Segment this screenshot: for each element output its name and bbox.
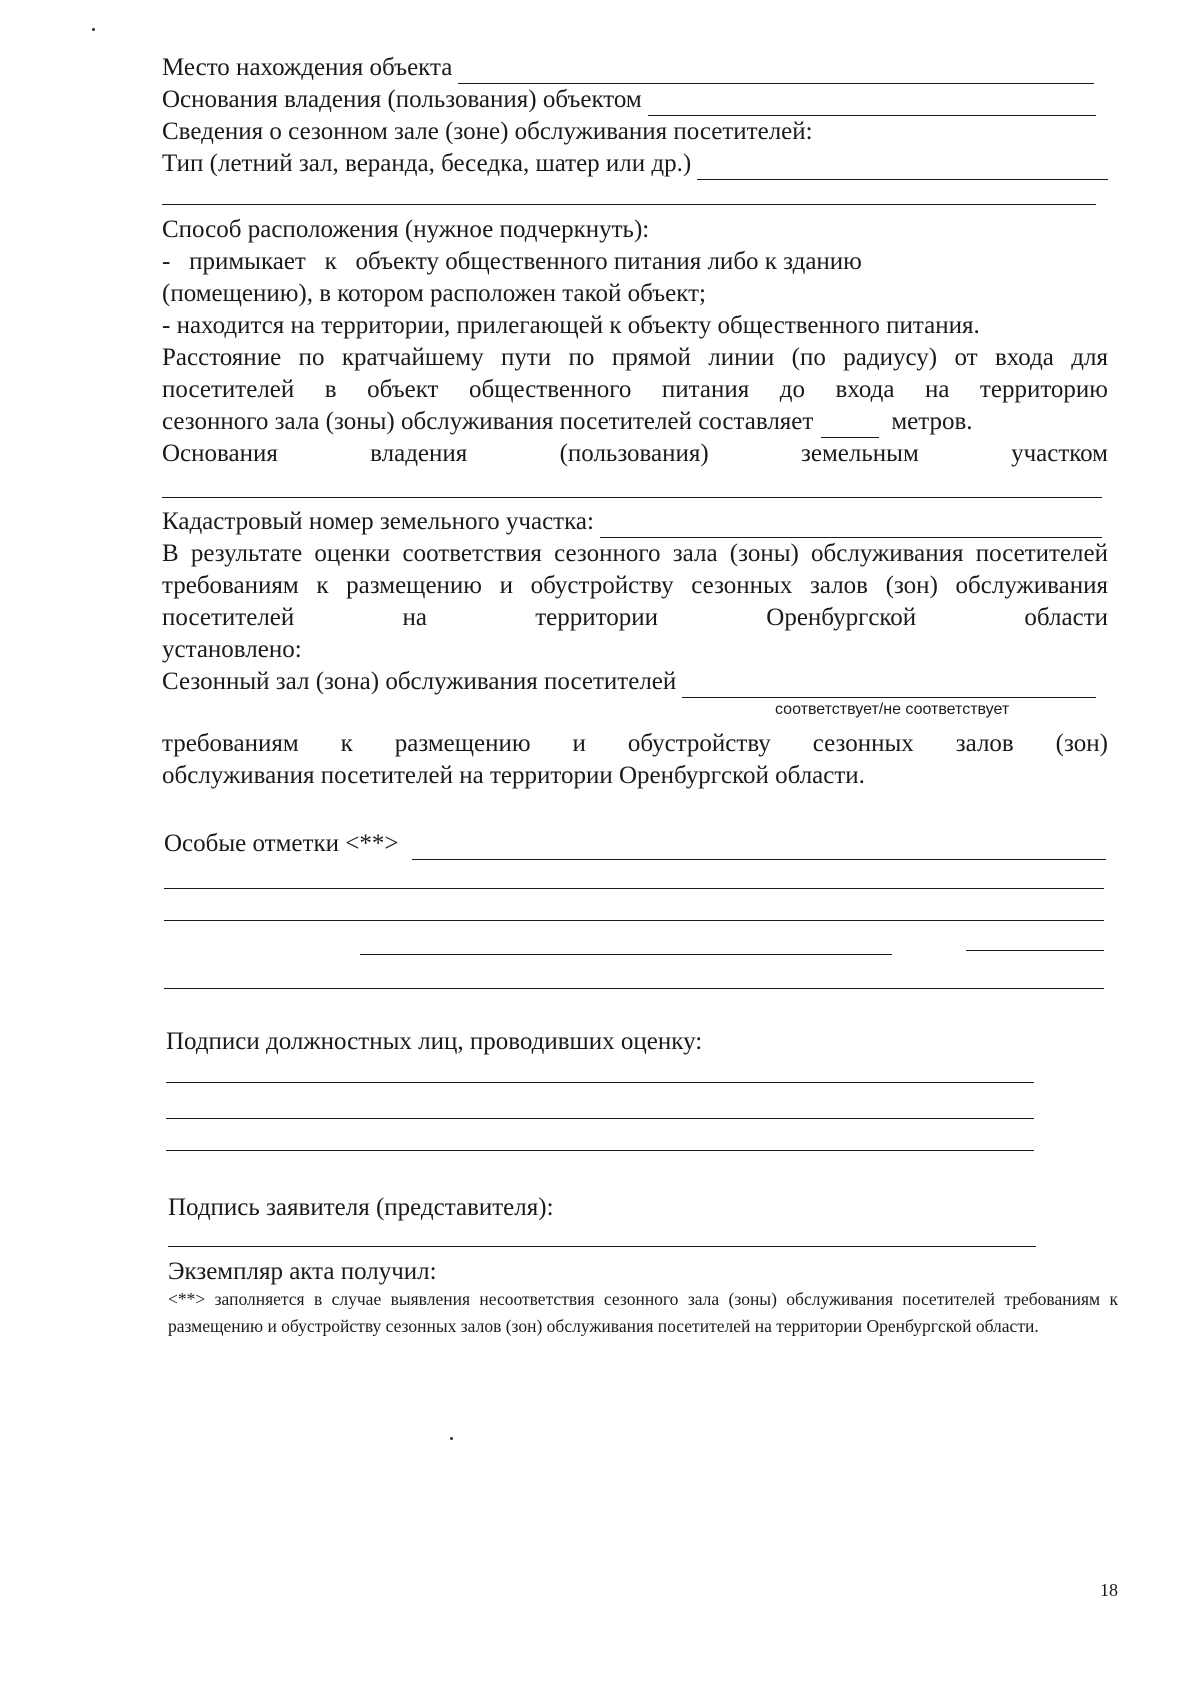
distance-text: Расстояние по кратчайшему пути по прямой линии (по радиусу) от входа для посетителей в объект общественного питания до входа на территорию (162, 344, 1108, 403)
hall-compliance-blank[interactable] (682, 673, 1096, 698)
special-marks-field (164, 828, 1106, 860)
official-signature-2[interactable] (166, 1118, 1034, 1119)
special-marks-blank-4b[interactable] (966, 950, 1104, 951)
location-field (162, 52, 1094, 84)
officials-signatures-label: Подписи должностных лиц, проводивших оценку: (166, 1028, 703, 1055)
distance-field: сезонного зала (зоны) обслуживания посетителей составляет метров. (162, 406, 973, 438)
type-blank-continued[interactable] (162, 204, 1096, 205)
placement-label: Способ расположения (нужное подчеркнуть): (162, 216, 650, 243)
location-label: Место нахождения объекта (162, 54, 453, 81)
placement-option-1-cont: (помещению), в котором расположен такой объект; (162, 280, 706, 307)
assessment-text: В результате оценки соответствия сезонного зала (зоны) обслуживания посетителей требованиям к размещению и обустройству сезонных залов (зон) обслуживания посетителей на территории Оренбургской области (162, 540, 1108, 631)
special-marks-label: Особые отметки <**> (164, 830, 399, 857)
cadastral-field (162, 506, 1102, 538)
placement-option-1[interactable]: - примыкает к объекту общественного питания либо к зданию (162, 248, 862, 275)
type-label: Тип (летний зал, веранда, беседка, шатер или др.) (162, 150, 692, 177)
placement-option-2[interactable]: - находится на территории, прилегающей к объекту общественного питания. (162, 312, 980, 339)
assessment-established: установлено: (162, 636, 302, 663)
land-ownership-blank[interactable] (162, 497, 1102, 498)
ownership-field (162, 84, 1096, 116)
official-signature-1[interactable] (166, 1082, 1034, 1083)
cadastral-blank[interactable] (600, 513, 1102, 538)
applicant-signature-blank[interactable] (168, 1246, 1036, 1247)
footnote: <**> заполняется в случае выявления несоответствия сезонного зала (зоны) обслуживания посетителей требованиям к размещению и обустройству сезонных залов (зон) обслуживания посетителей на территории Оренбургской области. (168, 1289, 1118, 1336)
distance-blank[interactable] (821, 413, 879, 438)
special-marks-blank-1[interactable] (412, 835, 1106, 860)
seasonal-hall-heading: Сведения о сезонном зале (зоне) обслуживания посетителей: (162, 118, 813, 145)
page-number: 18 (1100, 1580, 1118, 1600)
special-marks-blank-5[interactable] (164, 988, 1104, 989)
cadastral-label: Кадастровый номер земельного участка: (162, 508, 594, 535)
hall-compliance-caption: соответствует/не соответствует (775, 701, 1010, 718)
ownership-label: Основания владения (пользования) объектом (162, 86, 642, 113)
special-marks-blank-4[interactable] (360, 954, 892, 955)
land-ownership-label: Основания владения (пользования) земельным участком (162, 440, 1108, 467)
scan-speck (92, 28, 95, 31)
special-marks-blank-3[interactable] (164, 920, 1104, 921)
applicant-signature-label: Подпись заявителя (представителя): (168, 1194, 554, 1221)
hall-label: Сезонный зал (зона) обслуживания посетителей (162, 668, 677, 695)
hall-compliance-field (162, 666, 1096, 698)
ownership-blank[interactable] (648, 91, 1096, 116)
location-blank[interactable] (458, 59, 1094, 84)
copy-received-label: Экземпляр акта получил: (168, 1258, 437, 1285)
type-field (162, 148, 1108, 180)
requirements-line: требованиям к размещению и обустройству сезонных залов (зон) (162, 730, 1108, 757)
official-signature-3[interactable] (166, 1150, 1034, 1151)
special-marks-blank-2[interactable] (164, 888, 1104, 889)
scan-speck-2 (450, 1437, 453, 1440)
requirements-line-end: обслуживания посетителей на территории Оренбургской области. (162, 762, 865, 789)
type-blank[interactable] (697, 155, 1108, 180)
